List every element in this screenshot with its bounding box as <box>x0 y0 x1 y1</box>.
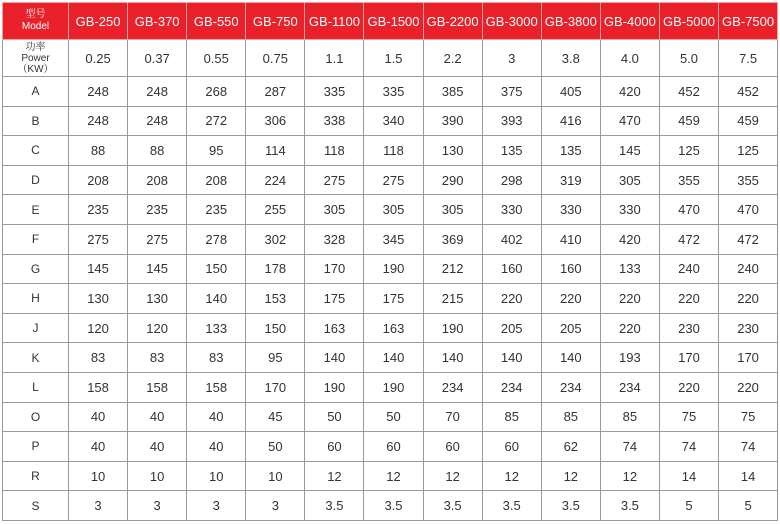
row-label-cell: F <box>3 224 69 254</box>
table-cell: 135 <box>482 136 541 166</box>
table-cell: 355 <box>719 165 778 195</box>
table-row <box>3 254 778 284</box>
table-cell: 278 <box>187 224 246 254</box>
table-cell: 248 <box>69 106 128 136</box>
table-cell: 70 <box>423 402 482 432</box>
table-row <box>3 284 778 314</box>
power-value-cell: 0.25 <box>69 40 128 77</box>
power-value-cell: 0.55 <box>187 40 246 77</box>
table-cell: 14 <box>719 461 778 491</box>
table-cell: 290 <box>423 165 482 195</box>
table-cell: 120 <box>128 313 187 343</box>
power-label-unit: （KW） <box>17 63 54 75</box>
row-label-cell: J <box>3 313 69 343</box>
table-cell: 459 <box>719 106 778 136</box>
table-cell: 215 <box>423 284 482 314</box>
table-cell: 10 <box>128 461 187 491</box>
table-cell: 118 <box>305 136 364 166</box>
table-cell: 234 <box>600 372 659 402</box>
table-cell: 220 <box>659 372 718 402</box>
table-cell: 140 <box>541 343 600 373</box>
table-cell: 234 <box>423 372 482 402</box>
table-cell: 275 <box>305 165 364 195</box>
power-value-cell: 1.5 <box>364 40 423 77</box>
table-cell: 275 <box>364 165 423 195</box>
table-cell: 220 <box>600 313 659 343</box>
table-body <box>3 40 778 521</box>
model-header-cn: 型号 <box>25 9 46 20</box>
table-cell: 158 <box>69 372 128 402</box>
table-cell: 3.5 <box>600 491 659 521</box>
table-cell: 85 <box>541 402 600 432</box>
table-cell: 3.5 <box>541 491 600 521</box>
table-cell: 319 <box>541 165 600 195</box>
table-cell: 130 <box>128 284 187 314</box>
model-header: GB-7500 <box>719 3 778 40</box>
table-cell: 193 <box>600 343 659 373</box>
table-cell: 410 <box>541 224 600 254</box>
table-cell: 459 <box>659 106 718 136</box>
table-cell: 305 <box>305 195 364 225</box>
table-cell: 85 <box>482 402 541 432</box>
table-cell: 145 <box>600 136 659 166</box>
table-cell: 74 <box>600 432 659 462</box>
table-cell: 158 <box>128 372 187 402</box>
table-cell: 145 <box>128 254 187 284</box>
table-cell: 190 <box>305 372 364 402</box>
table-cell: 302 <box>246 224 305 254</box>
table-cell: 248 <box>69 77 128 107</box>
table-cell: 150 <box>187 254 246 284</box>
table-cell: 50 <box>246 432 305 462</box>
table-cell: 470 <box>719 195 778 225</box>
table-cell: 255 <box>246 195 305 225</box>
table-cell: 83 <box>187 343 246 373</box>
table-cell: 118 <box>364 136 423 166</box>
table-cell: 330 <box>482 195 541 225</box>
model-header: GB-550 <box>187 3 246 40</box>
table-cell: 275 <box>69 224 128 254</box>
table-row <box>3 343 778 373</box>
table-cell: 3 <box>187 491 246 521</box>
row-label-cell: G <box>3 254 69 284</box>
table-cell: 40 <box>187 402 246 432</box>
table-cell: 12 <box>423 461 482 491</box>
table-cell: 114 <box>246 136 305 166</box>
table-cell: 212 <box>423 254 482 284</box>
table-cell: 140 <box>305 343 364 373</box>
table-cell: 205 <box>541 313 600 343</box>
table-cell: 12 <box>364 461 423 491</box>
table-cell: 95 <box>246 343 305 373</box>
table-cell: 208 <box>187 165 246 195</box>
table-row <box>3 461 778 491</box>
power-label-cn: 功率 <box>25 41 46 53</box>
table-cell: 62 <box>541 432 600 462</box>
table-cell: 369 <box>423 224 482 254</box>
table-cell: 268 <box>187 77 246 107</box>
table-cell: 60 <box>423 432 482 462</box>
table-cell: 88 <box>128 136 187 166</box>
table-cell: 130 <box>69 284 128 314</box>
table-cell: 452 <box>719 77 778 107</box>
table-cell: 220 <box>719 284 778 314</box>
model-header: GB-2200 <box>423 3 482 40</box>
power-label-en: Power <box>21 52 50 64</box>
table-cell: 170 <box>719 343 778 373</box>
table-cell: 220 <box>659 284 718 314</box>
model-header-cell <box>3 3 69 40</box>
table-cell: 330 <box>541 195 600 225</box>
table-cell: 75 <box>719 402 778 432</box>
table-cell: 170 <box>246 372 305 402</box>
power-value-cell: 0.37 <box>128 40 187 77</box>
table-row <box>3 313 778 343</box>
power-value-cell: 0.75 <box>246 40 305 77</box>
table-cell: 230 <box>719 313 778 343</box>
table-cell: 145 <box>69 254 128 284</box>
table-cell: 83 <box>128 343 187 373</box>
table-cell: 95 <box>187 136 246 166</box>
table-cell: 3.5 <box>423 491 482 521</box>
table-cell: 208 <box>128 165 187 195</box>
table-cell: 416 <box>541 106 600 136</box>
power-value-cell: 2.2 <box>423 40 482 77</box>
table-cell: 230 <box>659 313 718 343</box>
table-cell: 335 <box>305 77 364 107</box>
table-cell: 3.5 <box>482 491 541 521</box>
table-cell: 12 <box>541 461 600 491</box>
power-value-cell: 3 <box>482 40 541 77</box>
table-cell: 375 <box>482 77 541 107</box>
table-cell: 140 <box>364 343 423 373</box>
table-cell: 248 <box>128 77 187 107</box>
table-cell: 12 <box>600 461 659 491</box>
power-value-cell: 7.5 <box>719 40 778 77</box>
table-cell: 88 <box>69 136 128 166</box>
table-cell: 5 <box>659 491 718 521</box>
model-header: GB-250 <box>69 3 128 40</box>
table-cell: 3.5 <box>305 491 364 521</box>
row-label-cell: L <box>3 372 69 402</box>
table-cell: 420 <box>600 77 659 107</box>
table-cell: 355 <box>659 165 718 195</box>
table-cell: 405 <box>541 77 600 107</box>
table-cell: 235 <box>69 195 128 225</box>
table-cell: 335 <box>364 77 423 107</box>
table-cell: 248 <box>128 106 187 136</box>
table-cell: 393 <box>482 106 541 136</box>
table-cell: 470 <box>659 195 718 225</box>
model-header: GB-1500 <box>364 3 423 40</box>
table-cell: 140 <box>423 343 482 373</box>
table-cell: 235 <box>128 195 187 225</box>
table-cell: 14 <box>659 461 718 491</box>
table-cell: 328 <box>305 224 364 254</box>
table-cell: 75 <box>659 402 718 432</box>
table-cell: 170 <box>659 343 718 373</box>
table-cell: 298 <box>482 165 541 195</box>
row-label-cell: D <box>3 165 69 195</box>
power-value-cell: 3.8 <box>541 40 600 77</box>
model-header: GB-4000 <box>600 3 659 40</box>
row-label-cell: A <box>3 77 69 107</box>
table-cell: 40 <box>187 432 246 462</box>
table-cell: 60 <box>364 432 423 462</box>
table-cell: 158 <box>187 372 246 402</box>
table-cell: 224 <box>246 165 305 195</box>
table-cell: 190 <box>364 372 423 402</box>
table-cell: 163 <box>305 313 364 343</box>
table-cell: 472 <box>719 224 778 254</box>
table-cell: 83 <box>69 343 128 373</box>
row-label-cell: C <box>3 136 69 166</box>
table-cell: 452 <box>659 77 718 107</box>
table-cell: 74 <box>659 432 718 462</box>
table-cell: 125 <box>659 136 718 166</box>
row-label-cell: R <box>3 461 69 491</box>
table-cell: 220 <box>719 372 778 402</box>
power-row <box>3 40 778 77</box>
table-cell: 305 <box>600 165 659 195</box>
table-row <box>3 165 778 195</box>
table-cell: 163 <box>364 313 423 343</box>
table-cell: 178 <box>246 254 305 284</box>
table-row <box>3 372 778 402</box>
table-row <box>3 402 778 432</box>
table-row <box>3 136 778 166</box>
row-label-cell: O <box>3 402 69 432</box>
spec-table <box>2 2 778 521</box>
table-cell: 287 <box>246 77 305 107</box>
table-cell: 205 <box>482 313 541 343</box>
power-label-cell <box>3 40 69 77</box>
row-label-cell: S <box>3 491 69 521</box>
table-cell: 130 <box>423 136 482 166</box>
table-cell: 10 <box>187 461 246 491</box>
model-header: GB-370 <box>128 3 187 40</box>
row-label-cell: B <box>3 106 69 136</box>
table-cell: 420 <box>600 224 659 254</box>
table-cell: 125 <box>719 136 778 166</box>
power-value-cell: 5.0 <box>659 40 718 77</box>
table-cell: 12 <box>482 461 541 491</box>
table-cell: 12 <box>305 461 364 491</box>
table-cell: 133 <box>600 254 659 284</box>
table-cell: 40 <box>69 402 128 432</box>
table-cell: 50 <box>364 402 423 432</box>
table-cell: 190 <box>423 313 482 343</box>
table-cell: 385 <box>423 77 482 107</box>
table-row <box>3 106 778 136</box>
table-cell: 330 <box>600 195 659 225</box>
table-row <box>3 77 778 107</box>
model-header: GB-750 <box>246 3 305 40</box>
table-cell: 120 <box>69 313 128 343</box>
table-cell: 3 <box>128 491 187 521</box>
table-cell: 40 <box>128 432 187 462</box>
table-cell: 40 <box>69 432 128 462</box>
table-cell: 175 <box>364 284 423 314</box>
model-header-en: Model <box>21 21 50 32</box>
table-cell: 390 <box>423 106 482 136</box>
model-header: GB-1100 <box>305 3 364 40</box>
table-cell: 306 <box>246 106 305 136</box>
table-cell: 40 <box>128 402 187 432</box>
table-cell: 338 <box>305 106 364 136</box>
power-value-cell: 4.0 <box>600 40 659 77</box>
row-label-cell: H <box>3 284 69 314</box>
table-cell: 10 <box>246 461 305 491</box>
table-cell: 60 <box>305 432 364 462</box>
row-label-cell: K <box>3 343 69 373</box>
table-cell: 305 <box>364 195 423 225</box>
table-cell: 472 <box>659 224 718 254</box>
table-cell: 190 <box>364 254 423 284</box>
table-cell: 3 <box>69 491 128 521</box>
table-cell: 402 <box>482 224 541 254</box>
table-cell: 220 <box>482 284 541 314</box>
table-cell: 160 <box>482 254 541 284</box>
table-row <box>3 195 778 225</box>
table-cell: 85 <box>600 402 659 432</box>
header-row <box>3 3 778 40</box>
model-header: GB-3000 <box>482 3 541 40</box>
table-cell: 470 <box>600 106 659 136</box>
table-cell: 135 <box>541 136 600 166</box>
table-cell: 160 <box>541 254 600 284</box>
table-cell: 175 <box>305 284 364 314</box>
row-label-cell: P <box>3 432 69 462</box>
table-cell: 345 <box>364 224 423 254</box>
table-cell: 140 <box>482 343 541 373</box>
power-value-cell: 1.1 <box>305 40 364 77</box>
table-cell: 133 <box>187 313 246 343</box>
table-cell: 153 <box>246 284 305 314</box>
table-cell: 208 <box>69 165 128 195</box>
table-row <box>3 224 778 254</box>
table-row <box>3 432 778 462</box>
table-cell: 235 <box>187 195 246 225</box>
model-header: GB-3800 <box>541 3 600 40</box>
table-cell: 10 <box>69 461 128 491</box>
table-cell: 5 <box>719 491 778 521</box>
table-cell: 275 <box>128 224 187 254</box>
table-cell: 220 <box>541 284 600 314</box>
table-cell: 340 <box>364 106 423 136</box>
table-cell: 170 <box>305 254 364 284</box>
table-cell: 305 <box>423 195 482 225</box>
table-cell: 234 <box>482 372 541 402</box>
row-label-cell: E <box>3 195 69 225</box>
table-cell: 150 <box>246 313 305 343</box>
table-cell: 50 <box>305 402 364 432</box>
table-row <box>3 491 778 521</box>
table-cell: 234 <box>541 372 600 402</box>
table-cell: 3.5 <box>364 491 423 521</box>
table-cell: 220 <box>600 284 659 314</box>
table-cell: 240 <box>659 254 718 284</box>
table-cell: 272 <box>187 106 246 136</box>
table-cell: 45 <box>246 402 305 432</box>
table-cell: 60 <box>482 432 541 462</box>
table-cell: 240 <box>719 254 778 284</box>
table-cell: 74 <box>719 432 778 462</box>
model-header: GB-5000 <box>659 3 718 40</box>
table-cell: 3 <box>246 491 305 521</box>
table-cell: 140 <box>187 284 246 314</box>
